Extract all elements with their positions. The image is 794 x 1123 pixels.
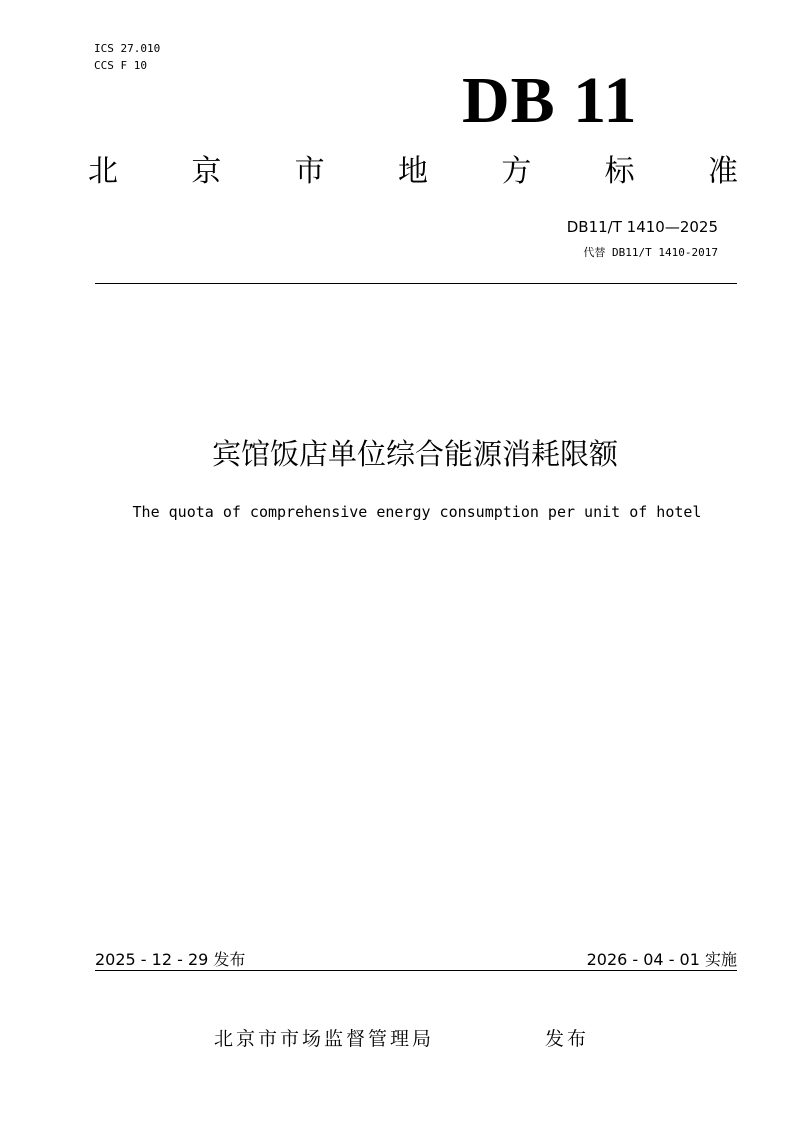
standard-number: DB11/T 1410—2025 xyxy=(566,218,718,236)
standard-type-char: 京 xyxy=(191,154,222,189)
issue-date: 2025 - 12 - 29 发布 xyxy=(95,950,246,969)
document-title-chinese: 宾馆饭店单位综合能源消耗限额 xyxy=(211,437,618,471)
standard-type-char: 准 xyxy=(707,154,738,189)
standard-type-char: 标 xyxy=(604,154,635,189)
replaces-standard: 代替 DB11/T 1410-2017 xyxy=(583,246,718,259)
publisher: 北京市市场监督管理局 xyxy=(214,1028,435,1050)
standard-type-heading xyxy=(88,152,738,192)
standard-type-char: 北 xyxy=(88,154,118,189)
standard-type-char: 地 xyxy=(397,154,428,189)
header-divider xyxy=(95,283,737,284)
ics-code: ICS 27.010 xyxy=(94,42,161,55)
standard-type-char: 市 xyxy=(294,154,325,189)
standard-type-char: 方 xyxy=(501,154,532,189)
implementation-date: 2026 - 04 - 01 实施 xyxy=(586,950,737,969)
classification-codes xyxy=(94,40,160,74)
ccs-code: CCS F 10 xyxy=(94,59,147,72)
document-title-english: The quota of comprehensive energy consumption per unit of hotel xyxy=(132,503,702,521)
footer-divider xyxy=(95,970,737,971)
publish-label: 发布 xyxy=(545,1028,590,1050)
db-logo: DB 11 xyxy=(462,64,638,137)
